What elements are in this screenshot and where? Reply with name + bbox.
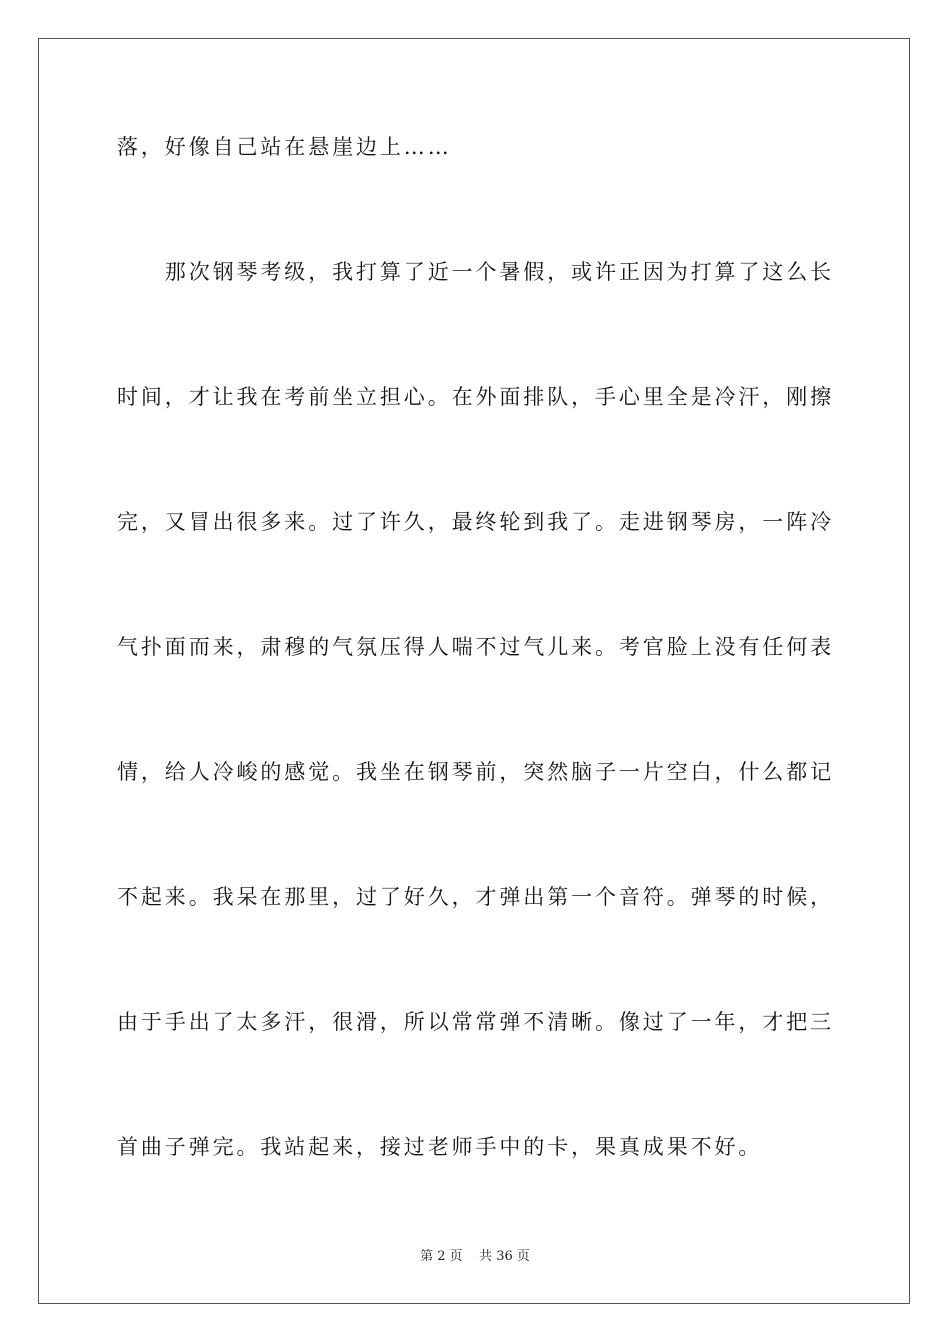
- text-line: 情，给人冷峻的感觉。我坐在钢琴前，突然脑子一片空白，什么都记: [117, 760, 834, 784]
- text-line: 完，又冒出很多来。过了许久，最终轮到我了。走进钢琴房，一阵冷: [117, 510, 834, 534]
- text-line: 时间，才让我在考前坐立担心。在外面排队，手心里全是冷汗，刚擦: [117, 385, 834, 409]
- text-line: 那次钢琴考级，我打算了近一个暑假，或许正因为打算了这么长: [117, 260, 834, 284]
- text-line: 首曲子弹完。我站起来，接过老师手中的卡，果真成果不好。: [117, 1135, 763, 1159]
- page-frame: [38, 38, 910, 1304]
- text-line: 由于手出了太多汗，很滑，所以常常弹不清晰。像过了一年，才把三: [117, 1010, 834, 1034]
- text-line: 落，好像自己站在悬崖边上……: [117, 135, 452, 159]
- text-line: 气扑面而来，肃穆的气氛压得人喘不过气儿来。考官脸上没有任何表: [117, 635, 834, 659]
- text-line: 不起来。我呆在那里，过了好久，才弹出第一个音符。弹琴的时候，: [117, 885, 834, 909]
- page-number-footer: 第 2 页 共 36 页: [420, 1249, 530, 1264]
